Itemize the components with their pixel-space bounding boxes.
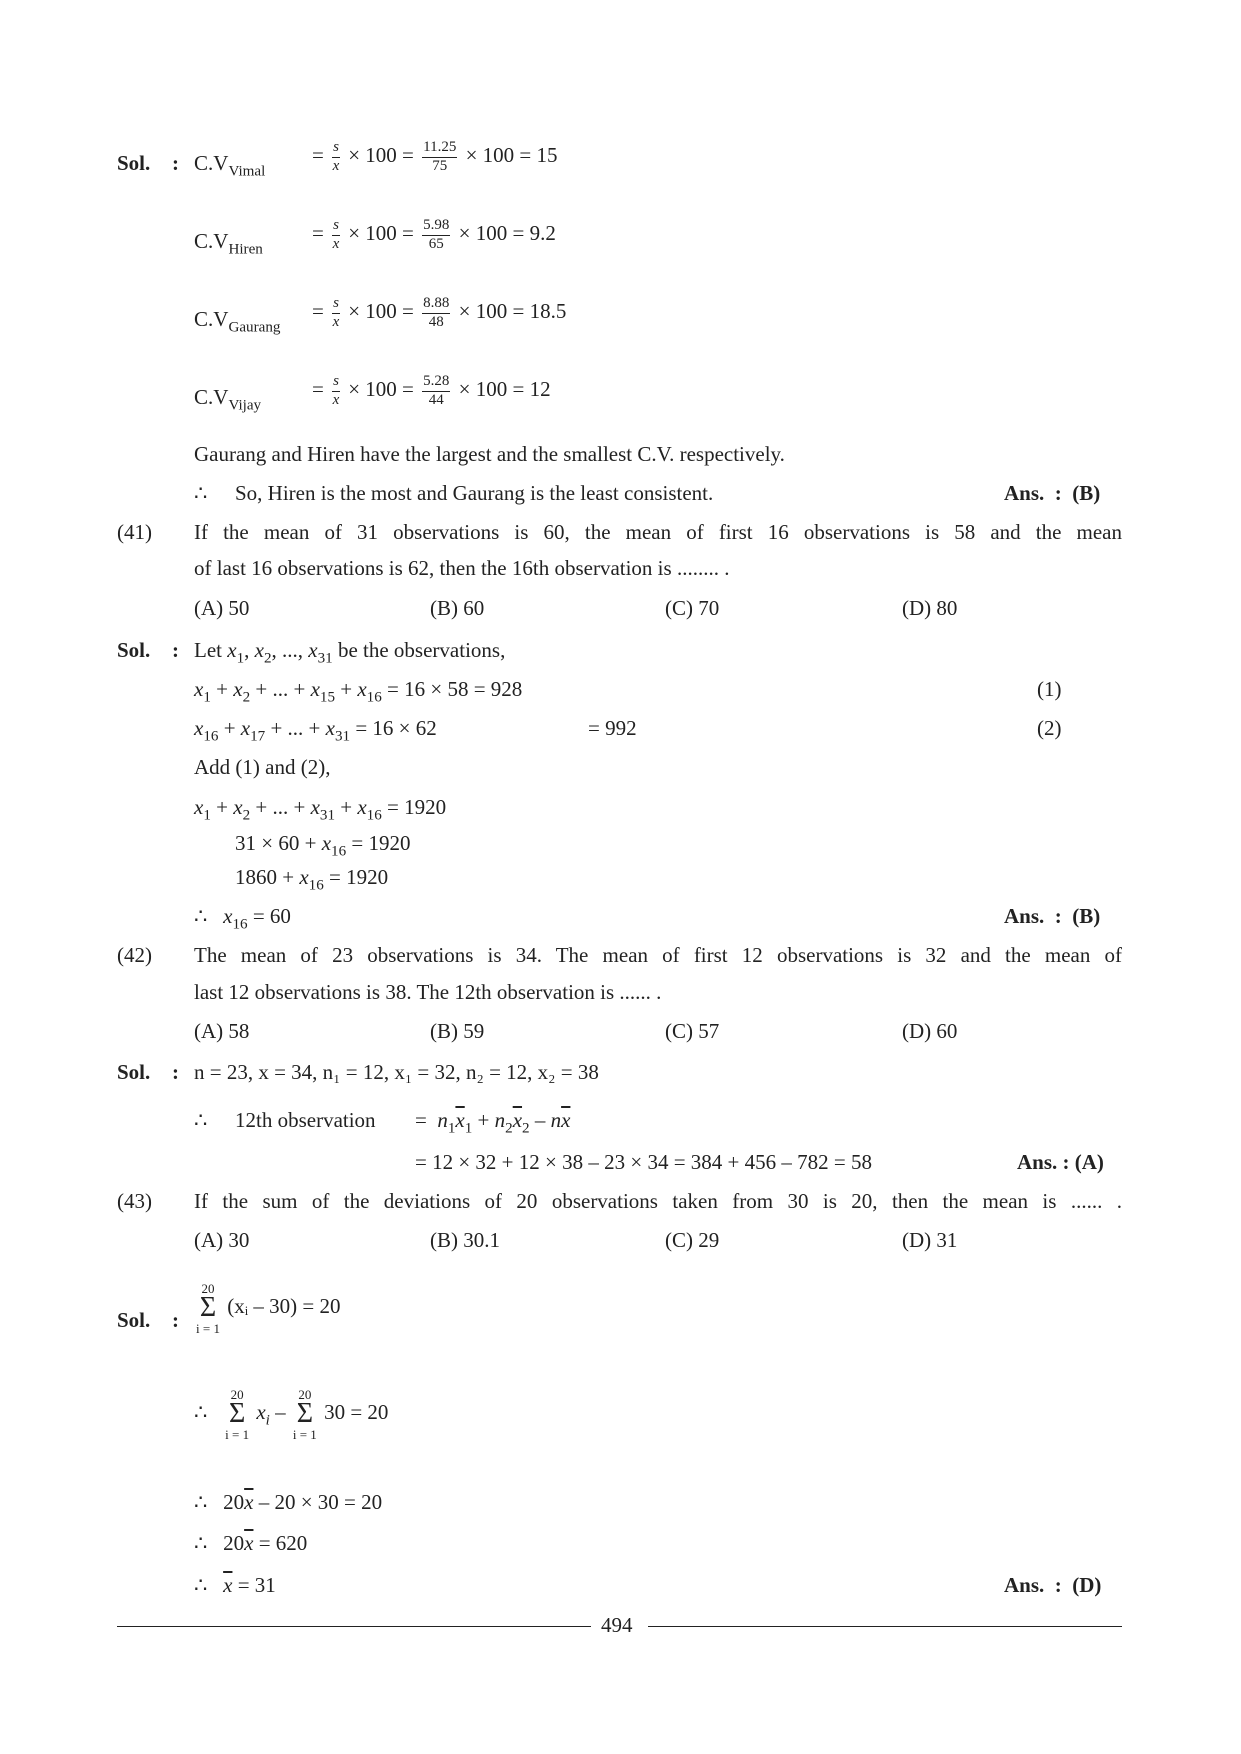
option-c[interactable]: (C) 70 — [665, 596, 720, 620]
cv-subscript: Vimal — [228, 163, 266, 180]
question-text-line1: If the sum of the deviations of 20 observations taken from 30 is 20, then the mean is ...... . — [194, 1189, 1122, 1213]
answer-43: Ans. : (D) — [1004, 1573, 1102, 1597]
option-c[interactable]: (C) 29 — [665, 1228, 720, 1252]
cv-result: 15 — [536, 143, 558, 168]
cv-subscript: Vijay — [228, 397, 262, 414]
sol41-final: ∴ $x_{16} = 60$ — [194, 904, 291, 933]
cv-label: C.V — [194, 151, 229, 175]
answer-40: Ans. : (B) — [1004, 481, 1101, 505]
cv-formula: = $\frac{s}{x}$ × 100 = $\frac{5.28}{44}$ × 100 = 12 — [312, 373, 551, 408]
sol43-line-b: ∴ 20 Σ i = 1 $x_i$ – 20 Σ i = 1 30 = 20 — [194, 1387, 389, 1442]
sol-colon-43: : — [172, 1308, 179, 1332]
sol41-add: Add (1) and (2), — [194, 755, 331, 779]
answer-42: Ans. : (A) — [1017, 1150, 1104, 1174]
sol-colon-40: : — [172, 151, 179, 175]
option-a[interactable]: (A) 58 — [194, 1019, 250, 1043]
final-statement: So, Hiren is the most and Gaurang is the least consistent. — [235, 481, 714, 505]
cv-result: 9.2 — [529, 221, 556, 246]
sol-label-41: Sol. — [117, 638, 151, 662]
sol41-sum: $x_1 + x_2$ + ... + $x_{31} + x_{16} = 1920$ — [194, 795, 447, 824]
cv-formula: = $\frac{s}{x}$ × 100 = $\frac{8.88}{48}$ × 100 = 18.5 — [312, 295, 567, 330]
page-number: 494 — [601, 1613, 633, 1637]
cv-label: C.V — [194, 307, 229, 331]
eq-tag-2: (2) — [1037, 716, 1062, 740]
option-d[interactable]: (D) 60 — [902, 1019, 958, 1043]
sol-label-42: Sol. — [117, 1060, 151, 1084]
option-a[interactable]: (A) 50 — [194, 596, 250, 620]
cv-result: 12 — [529, 377, 551, 402]
sol43-line-c: ∴ $20\overline{x} - 20 \times 30 = 20$ — [194, 1490, 383, 1514]
sol41-step1: $31 \times 60 + x_{16} = 1920$ — [235, 831, 411, 860]
therefore-symbol: ∴ — [194, 481, 208, 505]
option-b[interactable]: (B) 60 — [430, 596, 485, 620]
cv-subscript: Hiren — [228, 241, 263, 258]
question-text-line2: of last 16 observations is 62, then the 16th observation is ........ . — [194, 556, 730, 580]
sol42-therefore: ∴ — [194, 1108, 208, 1132]
sol41-eq2-value: = 992 — [588, 716, 637, 740]
question-text-line1: The mean of 23 observations is 34. The mean of first 12 observations is 32 and the mean of — [194, 943, 1122, 967]
sol-label-43: Sol. — [117, 1308, 151, 1332]
footer-rule-left — [117, 1626, 591, 1627]
question-number: (43) — [117, 1189, 152, 1213]
cv-formula: = $\frac{s}{x}$ × 100 = $\frac{5.98}{65}$ × 100 = 9.2 — [312, 217, 556, 252]
sol42-formula: = $n_1\overline{x}_1 + n_2\overline{x}_2 - n\overline{x}$ — [415, 1108, 571, 1137]
eq-tag-1: (1) — [1037, 677, 1062, 701]
cv-label: C.V — [194, 229, 229, 253]
question-text-line2: last 12 observations is 38. The 12th observation is ...... . — [194, 980, 662, 1004]
cv-label: C.V — [194, 385, 229, 409]
question-text-line1: If the mean of 31 observations is 60, the mean of first 16 observations is 58 and the mean — [194, 520, 1122, 544]
option-a[interactable]: (A) 30 — [194, 1228, 250, 1252]
sol41-eq1: $x_1 + x_2$ + ... + $x_{15} + x_{16} = 16 \times 58 = 928$ — [194, 677, 523, 706]
sol42-label: 12th observation — [235, 1108, 376, 1132]
option-b[interactable]: (B) 59 — [430, 1019, 485, 1043]
cv-result: 18.5 — [529, 299, 567, 324]
sol-colon-42: : — [172, 1060, 179, 1084]
question-number: (41) — [117, 520, 152, 544]
answer-41: Ans. : (B) — [1004, 904, 1101, 928]
sol41-let-line: Let $x_1$, $x_2$, ..., $x_{31}$ be the observations, — [194, 638, 506, 667]
sol-label-40: Sol. — [117, 151, 151, 175]
sol42-calc: = 12 × 32 + 12 × 38 – 23 × 34 = 384 + 456 – 782 = 58 — [415, 1150, 872, 1174]
cv-subscript: Gaurang — [228, 319, 281, 336]
option-d[interactable]: (D) 31 — [902, 1228, 958, 1252]
sol41-eq2: $x_{16} + x_{17}$ + ... + $x_{31} = 16 \times 62$ — [194, 716, 437, 745]
question-number: (42) — [117, 943, 152, 967]
option-c[interactable]: (C) 57 — [665, 1019, 720, 1043]
footer-rule-right — [648, 1626, 1122, 1627]
sol43-line-d: ∴ $20\overline{x} = 620$ — [194, 1531, 308, 1555]
sol43-line-e: ∴ $\overline{x} = 31$ — [194, 1573, 276, 1597]
sol-colon-41: : — [172, 638, 179, 662]
conclusion-text: Gaurang and Hiren have the largest and the smallest C.V. respectively. — [194, 442, 785, 466]
sol42-given: n = 23, x = 34, n₁ = 12, x₁ = 32, n₂ = 12, x₂ = 38 — [194, 1060, 599, 1084]
option-b[interactable]: (B) 30.1 — [430, 1228, 500, 1252]
sol41-step2: $1860 + x_{16} = 1920$ — [235, 865, 389, 894]
sol43-line-a: 20 Σ i = 1 (xᵢ – 30) = 20 — [196, 1281, 341, 1336]
cv-formula: = $\frac{s}{x}$ × 100 = $\frac{11.25}{75}$ × 100 = 15 — [312, 139, 558, 174]
option-d[interactable]: (D) 80 — [902, 596, 958, 620]
